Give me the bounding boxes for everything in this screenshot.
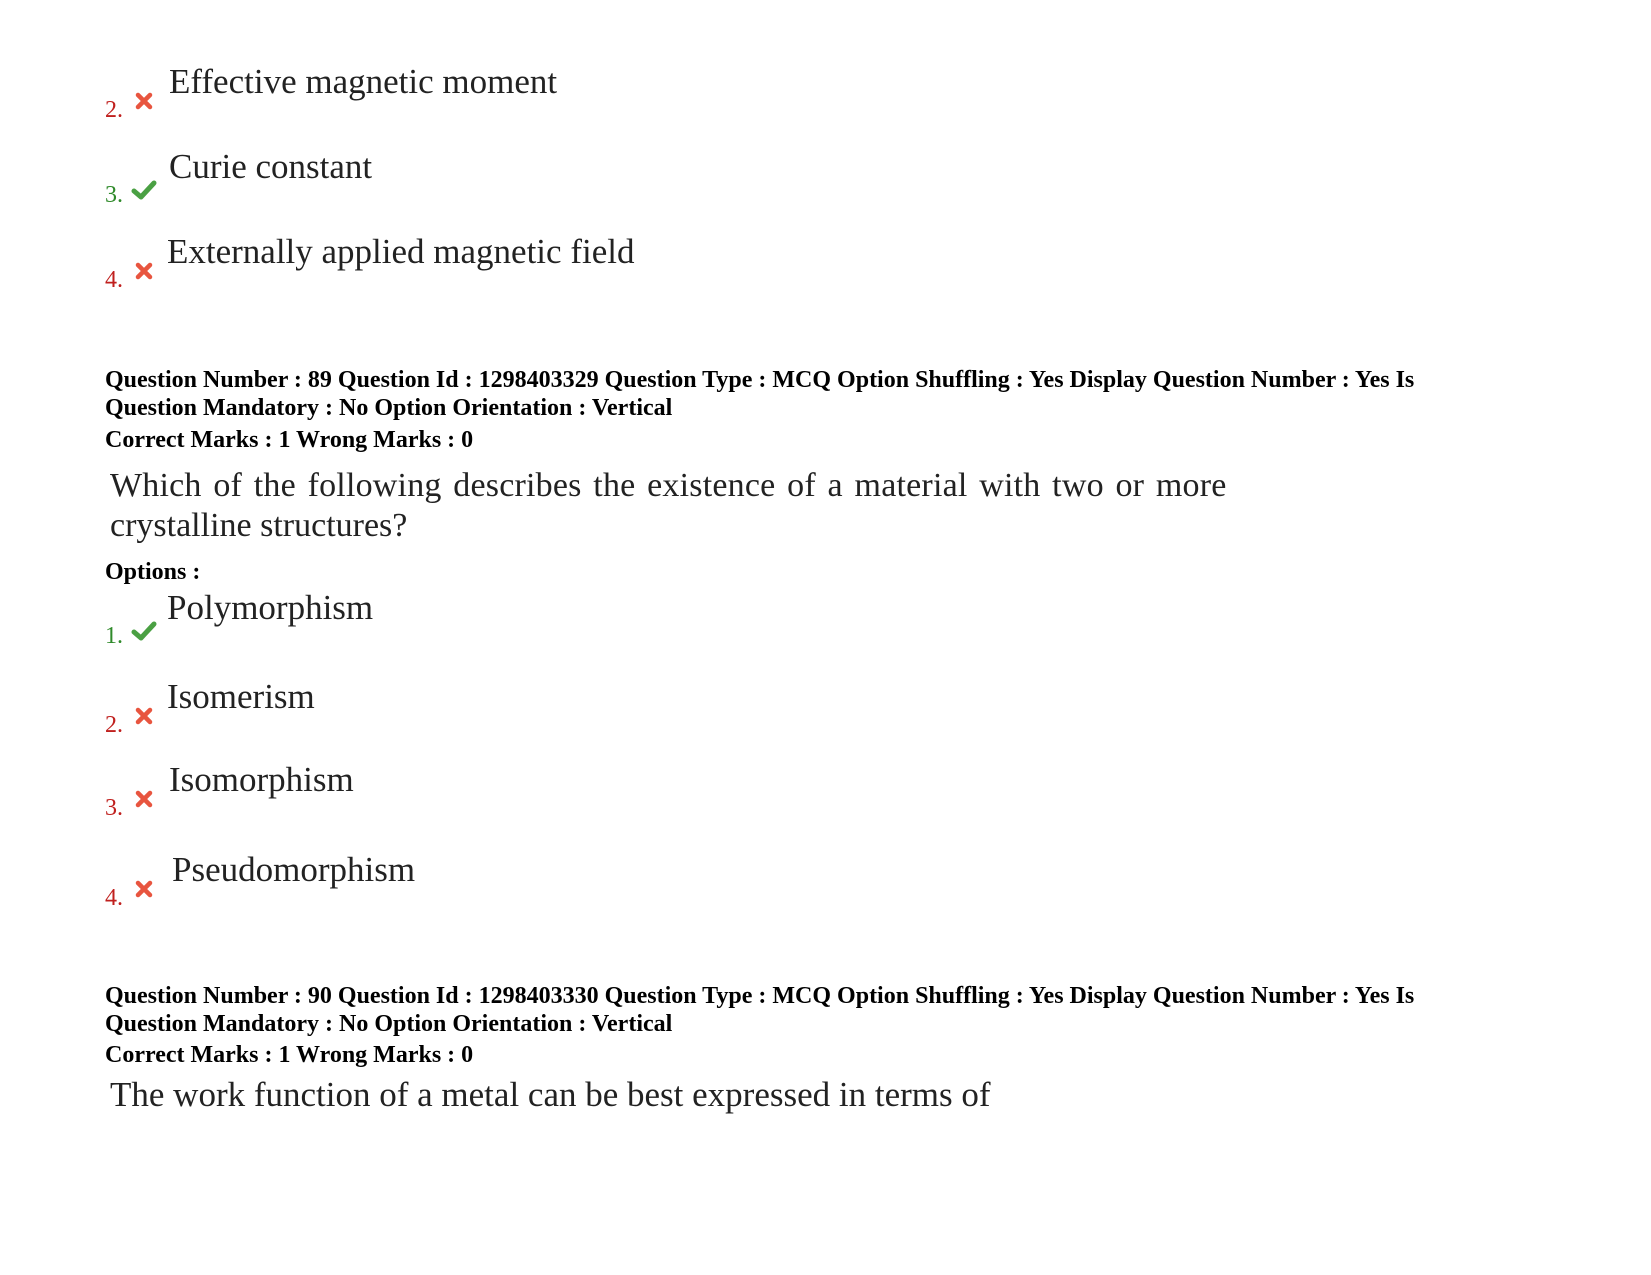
cross-icon	[135, 880, 161, 902]
option-row	[105, 62, 1005, 122]
option-text: Externally applied magnetic field	[167, 232, 635, 271]
options-label: Options :	[105, 559, 201, 585]
option-row	[105, 677, 1005, 737]
question-meta-line1: Question Number : 90 Question Id : 1298403330 Question Type : MCQ Option Shuffling : Yes Display Question Number : Yes Is	[105, 983, 1415, 1009]
option-text: Pseudomorphism	[172, 850, 416, 889]
option-row	[105, 760, 1005, 820]
option-row	[105, 147, 1005, 207]
question-meta	[105, 366, 1545, 422]
option-text: Curie constant	[169, 147, 373, 186]
question-text-line1: Which of the following describes the existence of a material with two or more	[110, 467, 1227, 504]
question-meta-line1: Question Number : 89 Question Id : 1298403329 Question Type : MCQ Option Shuffling : Yes Display Question Number : Yes Is	[105, 367, 1415, 393]
question-meta-line2: Question Mandatory : No Option Orientation : Vertical	[105, 1011, 673, 1037]
option-row	[105, 588, 1005, 648]
question-text: The work function of a metal can be best expressed in terms of	[110, 1075, 991, 1114]
option-number: 4.	[105, 267, 123, 293]
marks-line: Correct Marks : 1 Wrong Marks : 0	[105, 427, 474, 453]
question-meta-line2: Question Mandatory : No Option Orientation : Vertical	[105, 395, 673, 421]
option-number: 2.	[105, 97, 123, 123]
option-text: Isomorphism	[169, 760, 354, 799]
option-text: Polymorphism	[167, 588, 374, 627]
option-row	[105, 232, 1005, 292]
cross-icon	[135, 262, 161, 284]
check-icon	[131, 620, 157, 642]
marks-line: Correct Marks : 1 Wrong Marks : 0	[105, 1042, 474, 1068]
option-row	[105, 850, 1005, 910]
cross-icon	[135, 790, 161, 812]
option-text: Effective magnetic moment	[169, 62, 558, 101]
question-meta	[105, 982, 1545, 1038]
option-number: 3.	[105, 182, 123, 208]
question-text	[110, 466, 1227, 546]
option-number: 2.	[105, 712, 123, 738]
option-number: 1.	[105, 623, 123, 649]
option-number: 3.	[105, 795, 123, 821]
option-number: 4.	[105, 885, 123, 911]
cross-icon	[135, 92, 161, 114]
check-icon	[131, 179, 157, 201]
option-text: Isomerism	[167, 677, 315, 716]
cross-icon	[135, 707, 161, 729]
question-text-line2: crystalline structures?	[110, 507, 408, 544]
